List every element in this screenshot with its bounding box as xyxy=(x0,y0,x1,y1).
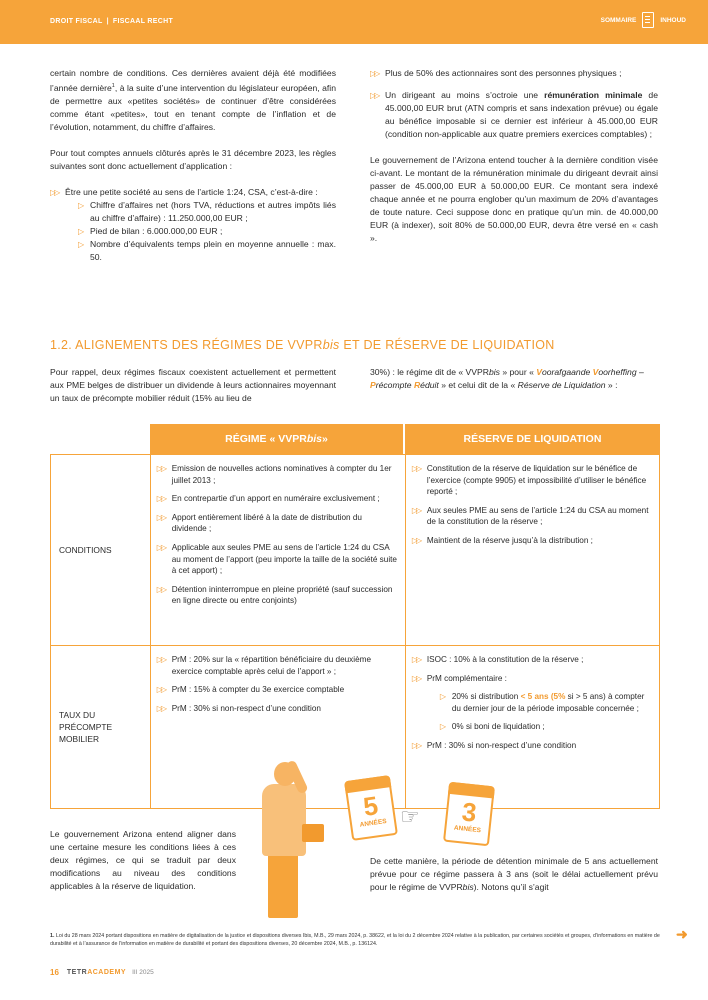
section-title-b: ET DE RÉSERVE DE LIQUIDATION xyxy=(339,338,555,352)
arrow-icon: ▷ xyxy=(439,722,446,732)
list-item-text: Maintient de la réserve jusqu’à la distribution ; xyxy=(426,535,593,545)
list-item xyxy=(157,493,399,505)
calendar-label: ANNÉES xyxy=(359,817,388,829)
sub-list-item xyxy=(78,199,336,225)
issue-label: III 2025 xyxy=(132,969,154,976)
page-number: 16 xyxy=(50,968,59,977)
header-section-label xyxy=(50,18,173,25)
double-arrow-icon: ▷▷ xyxy=(411,655,421,664)
vvprbis-rates-list xyxy=(157,654,399,714)
brand-b: ACADEMY xyxy=(87,969,127,976)
list-item-text: Applicable aux seules PME au sens de l’article 1:24 du CSA au moment de l’apport (peu importe la taille de la société suite à cet apport) ; xyxy=(171,542,397,576)
calendar-5-years-icon xyxy=(344,775,398,841)
list-item-text: Emission de nouvelles actions nominatives à compter du 1er juillet 2013 ; xyxy=(171,464,392,485)
clipboard-icon[interactable] xyxy=(642,12,654,28)
page-header xyxy=(0,0,708,44)
list-item-text: ISOC : 10% à la constitution de la réserve ; xyxy=(426,655,584,664)
list-item-text: Plus de 50% des actionnaires sont des personnes physiques ; xyxy=(385,68,622,78)
sub-list-text: Nombre d’équivalents temps plein en moyenne annuelle : max. 50. xyxy=(90,238,336,262)
double-arrow-icon: ▷▷ xyxy=(411,464,421,473)
double-arrow-icon: ▷▷ xyxy=(156,542,165,552)
header-reserve-liquidation: RÉSERVE DE LIQUIDATION xyxy=(405,424,660,454)
sub-list-text: 20% si distribution xyxy=(451,692,521,702)
regimes-intro-left: Pour rappel, deux régimes fiscaux coexistent actuellement et permettent aux PME belges de distribuer un dividende à leurs actionnaires moyennant un taux de précompte mobilier réduit (15% au lieu de xyxy=(50,367,336,403)
list-item-text: Constitution de la réserve de liquidation sur le bénéfice de l’exercice (compte 9905) et impossibilité d’utiliser le bénéfice reporté ; xyxy=(426,464,647,497)
footnote-text: Loi du 28 mars 2024 portant dispositions en matière de digitalisation de la justice et dispositions diverses Ibis, M.B., 29 mars 2024, p. 38622, et la loi du 2 décembre 2024 relative à la publication, par certaines sociétés et groupes, d’informations en matière de durabilité et à l’assurance de l’information en matière de durabilité et portant des dispositions diverses, 20 décembre 2024, M.B., p. 136124. xyxy=(50,933,660,947)
row-label-line: PRÉCOMPTE xyxy=(59,722,113,732)
header-vvprbis xyxy=(150,424,405,454)
sub-list-item xyxy=(440,691,653,714)
acronym-letter: V xyxy=(536,367,542,377)
man-body xyxy=(262,784,306,856)
page-footer xyxy=(50,968,154,977)
double-arrow-icon: ▷▷ xyxy=(156,703,165,713)
list-item-text: Un dirigeant au moins s’octroie une xyxy=(385,90,545,100)
header-title-nl: FISCAAL RECHT xyxy=(112,18,174,25)
list-item xyxy=(157,684,399,696)
double-arrow-icon: ▷▷ xyxy=(411,740,421,750)
list-item-text: PrM : 30% si non-respect d’une condition xyxy=(426,740,577,750)
double-arrow-icon: ▷▷ xyxy=(156,512,165,522)
bottom-right-text: De cette manière, la période de détention minimale de 5 ans actuellement prévue pour ce régime passera à 3 ans (soit le délai actuellement prévu pour le régime de VVPR xyxy=(370,856,658,892)
acronym-word: récompte xyxy=(375,380,414,390)
intro-right-column xyxy=(370,67,658,258)
list-item xyxy=(50,186,336,264)
list-item-text: PrM : 20% sur la « répartition bénéficiaire du deuxième exercice comptable après celui de l’apport » ; xyxy=(171,655,372,676)
cell-vvprbis-conditions xyxy=(151,455,405,645)
conditions-list-cont xyxy=(370,67,658,141)
list-item xyxy=(370,67,658,80)
cell-reserve-conditions xyxy=(405,455,659,645)
double-arrow-icon: ▷▷ xyxy=(370,91,379,100)
list-item-text: Aux seules PME au sens de l’article 1:24 du CSA au moment de la constitution de la réserve ; xyxy=(426,505,649,527)
calendar-3-years-icon xyxy=(443,782,495,846)
double-arrow-icon: ▷▷ xyxy=(411,673,421,683)
list-item-text: PrM : 15% à compter du 3e exercice comptable xyxy=(171,685,345,695)
regimes-text: » pour « xyxy=(499,367,537,377)
reserve-rates-list xyxy=(412,654,653,752)
section-title xyxy=(50,338,555,352)
double-arrow-icon: ▷▷ xyxy=(156,464,165,473)
regimes-intro-right xyxy=(370,366,658,392)
double-arrow-icon: ▷▷ xyxy=(370,69,379,78)
footnote-number: 1. xyxy=(50,933,55,939)
sub-list-text-cont: si > 5 ans) à compter du dernier jour de la période imposable concernée ; xyxy=(451,692,645,713)
bottom-right-em: bis xyxy=(462,882,474,892)
vvprbis-conditions-list xyxy=(157,463,399,607)
conditions-list xyxy=(50,186,336,264)
header-em: bis xyxy=(306,433,323,445)
arrow-icon: ▷ xyxy=(439,692,446,702)
list-item-text: Détention ininterrompue en pleine propriété (sauf succession en ligne directe ou entre conjoints) xyxy=(171,584,393,606)
man-legs xyxy=(268,854,298,918)
intro-paragraph-1 xyxy=(50,67,336,134)
double-arrow-icon: ▷▷ xyxy=(156,685,165,695)
acronym-word: oorafgaande xyxy=(541,367,593,377)
list-item-text: En contrepartie d’un apport en numéraire exclusivement ; xyxy=(171,494,380,504)
calendar-number: 5 xyxy=(361,790,380,822)
pointing-hand-icon: ☞ xyxy=(400,804,420,829)
list-item xyxy=(157,512,399,535)
calendar-number: 3 xyxy=(460,796,478,828)
briefcase-icon xyxy=(302,824,324,842)
list-item-text: PrM : 30% si non-respect d’une condition xyxy=(171,703,321,713)
list-item xyxy=(412,463,653,498)
arrow-icon: ▷ xyxy=(78,200,85,210)
acronym-word: éduit xyxy=(420,380,439,390)
sub-list-text: Pied de bilan : 6.000.000,00 EUR ; xyxy=(90,225,223,236)
double-arrow-icon: ▷▷ xyxy=(156,494,165,504)
regimes-em: bis xyxy=(488,367,500,377)
list-item xyxy=(157,584,399,607)
header-title-fr: DROIT FISCAL xyxy=(50,18,103,25)
double-arrow-icon: ▷▷ xyxy=(411,535,421,545)
list-item-text: Être une petite société au sens de l’article 1:24, CSA, c’est-à-dire : xyxy=(65,186,318,197)
sub-list-item xyxy=(78,225,336,238)
list-item xyxy=(370,89,658,141)
sub-list-text: 0% si boni de liquidation ; xyxy=(451,722,545,732)
double-arrow-icon: ▷▷ xyxy=(156,584,165,594)
bottom-right-text-cont: ). Notons qu’il s’agit xyxy=(473,882,549,892)
acronym-letter: V xyxy=(592,367,599,377)
regimes-text: » : xyxy=(605,380,618,390)
header-separator: | xyxy=(106,18,109,25)
acronym-letter: R xyxy=(413,380,421,390)
table-row-conditions xyxy=(50,454,660,646)
calendar-label: ANNÉES xyxy=(453,824,482,835)
header-text: » xyxy=(322,433,328,445)
arizona-paragraph: Le gouvernement de l’Arizona entend toucher à la dernière condition visée ci-avant. Le montant de la rémunération minimale du dirigeant devrait ainsi passer de 45.000,00 EUR à 50.000,00 EUR. Ce montant sera indexé chaque année et ne pourra englober qu’un maximum de 20% d’avantages de toute nature. Ceci suppose donc en pratique qu’un min. de 40.000,00 EUR (à indexer), soit 80% de 50.000,00 EUR, devra être versé en « cash ». xyxy=(370,155,658,243)
acronym-letter: P xyxy=(370,380,376,390)
reserve-conditions-list xyxy=(412,463,653,547)
list-item xyxy=(412,654,653,666)
brand-a: TETR xyxy=(66,969,88,976)
sub-list-text: Chiffre d’affaires net (hors TVA, réductions et autres impôts liés au chiffre d’affaire) : 11.250.000,00 EUR ; xyxy=(90,199,336,223)
list-item-text: Apport entièrement libéré à la date de distribution du dividende ; xyxy=(171,512,362,534)
header-text: RÉGIME « VVPR xyxy=(225,433,307,445)
row-label-rates xyxy=(51,646,151,808)
list-item-text-cont: de 45.000,00 EUR brut (ATN compris et sans indexation prévue) ou égale au bénéfice imposable si ce dernier est inférieur à 45.000,00 EUR (condition non-applicable aux quatre premiers exercices comptables) ; xyxy=(385,90,658,139)
list-item xyxy=(412,505,653,528)
brand-logo xyxy=(67,969,126,976)
intro-p1-text-cont: , à la suite d’une intervention du législateur européen, afin de permettre aux «petites sociétés» de continuer d’être considérées comme étant «petites», tout en tenant compte de l’inflation et de l’évolution, notamment, du chiffre d’affaires. xyxy=(50,82,336,132)
intro-left-column xyxy=(50,67,336,264)
double-arrow-icon: ▷▷ xyxy=(156,655,165,664)
next-page-arrow-icon[interactable]: ➜ xyxy=(676,926,688,942)
list-item xyxy=(157,463,399,486)
arrow-icon: ▷ xyxy=(78,226,85,236)
row-label-line: TAUX DU xyxy=(59,710,96,720)
intro-p1-text: certain nombre de conditions. Ces dernières avaient déjà été modifiées l’année dernière xyxy=(50,68,336,93)
sub-list xyxy=(440,691,653,733)
list-item xyxy=(412,535,653,547)
double-arrow-icon: ▷▷ xyxy=(411,505,421,515)
sub-list-item xyxy=(78,238,336,264)
highlight-5-years: < 5 ans (5% xyxy=(520,692,566,702)
list-item xyxy=(157,703,399,715)
intro-paragraph-2: Pour tout comptes annuels clôturés après le 31 décembre 2023, les règles suivantes sont donc actuellement d’application : xyxy=(50,147,336,171)
list-item xyxy=(412,673,653,733)
inhoud-label[interactable]: INHOUD xyxy=(660,16,686,24)
regimes-text: » et celui dit de la « xyxy=(438,380,518,390)
acronym-word: oorheffing – xyxy=(598,367,644,377)
row-label-line: MOBILIER xyxy=(59,734,100,744)
minimum-salary-term: rémunération minimale xyxy=(544,90,643,100)
double-arrow-icon: ▷▷ xyxy=(50,187,59,197)
reserve-term: Réserve de Liquidation xyxy=(517,380,606,390)
table-header xyxy=(150,424,660,454)
arrow-icon: ▷ xyxy=(78,239,85,249)
sub-list-item xyxy=(440,721,653,733)
list-item-text: PrM complémentaire : xyxy=(426,673,507,683)
row-label-conditions: CONDITIONS xyxy=(51,455,151,645)
footnote xyxy=(50,932,660,948)
bottom-left-paragraph: Le gouvernement Arizona entend aligner dans une certaine mesure les conditions liées à ces deux régimes, ce qui se traduit par deux modifications au niveau des conditions applicables à la réserve de liquidation. xyxy=(50,829,236,891)
table-of-contents-link[interactable] xyxy=(601,12,686,28)
list-item xyxy=(157,654,399,677)
bottom-right-paragraph xyxy=(370,855,658,894)
regimes-text: 30%) : le régime dit de « VVPR xyxy=(370,367,489,377)
section-title-a: 1.2. ALIGNEMENTS DES RÉGIMES DE VVPR xyxy=(50,338,323,352)
section-title-em: bis xyxy=(322,338,340,352)
sommaire-label[interactable]: SOMMAIRE xyxy=(600,16,637,24)
sub-list xyxy=(78,199,336,264)
footnote-ref[interactable]: 1 xyxy=(111,83,115,89)
list-item xyxy=(157,542,399,577)
